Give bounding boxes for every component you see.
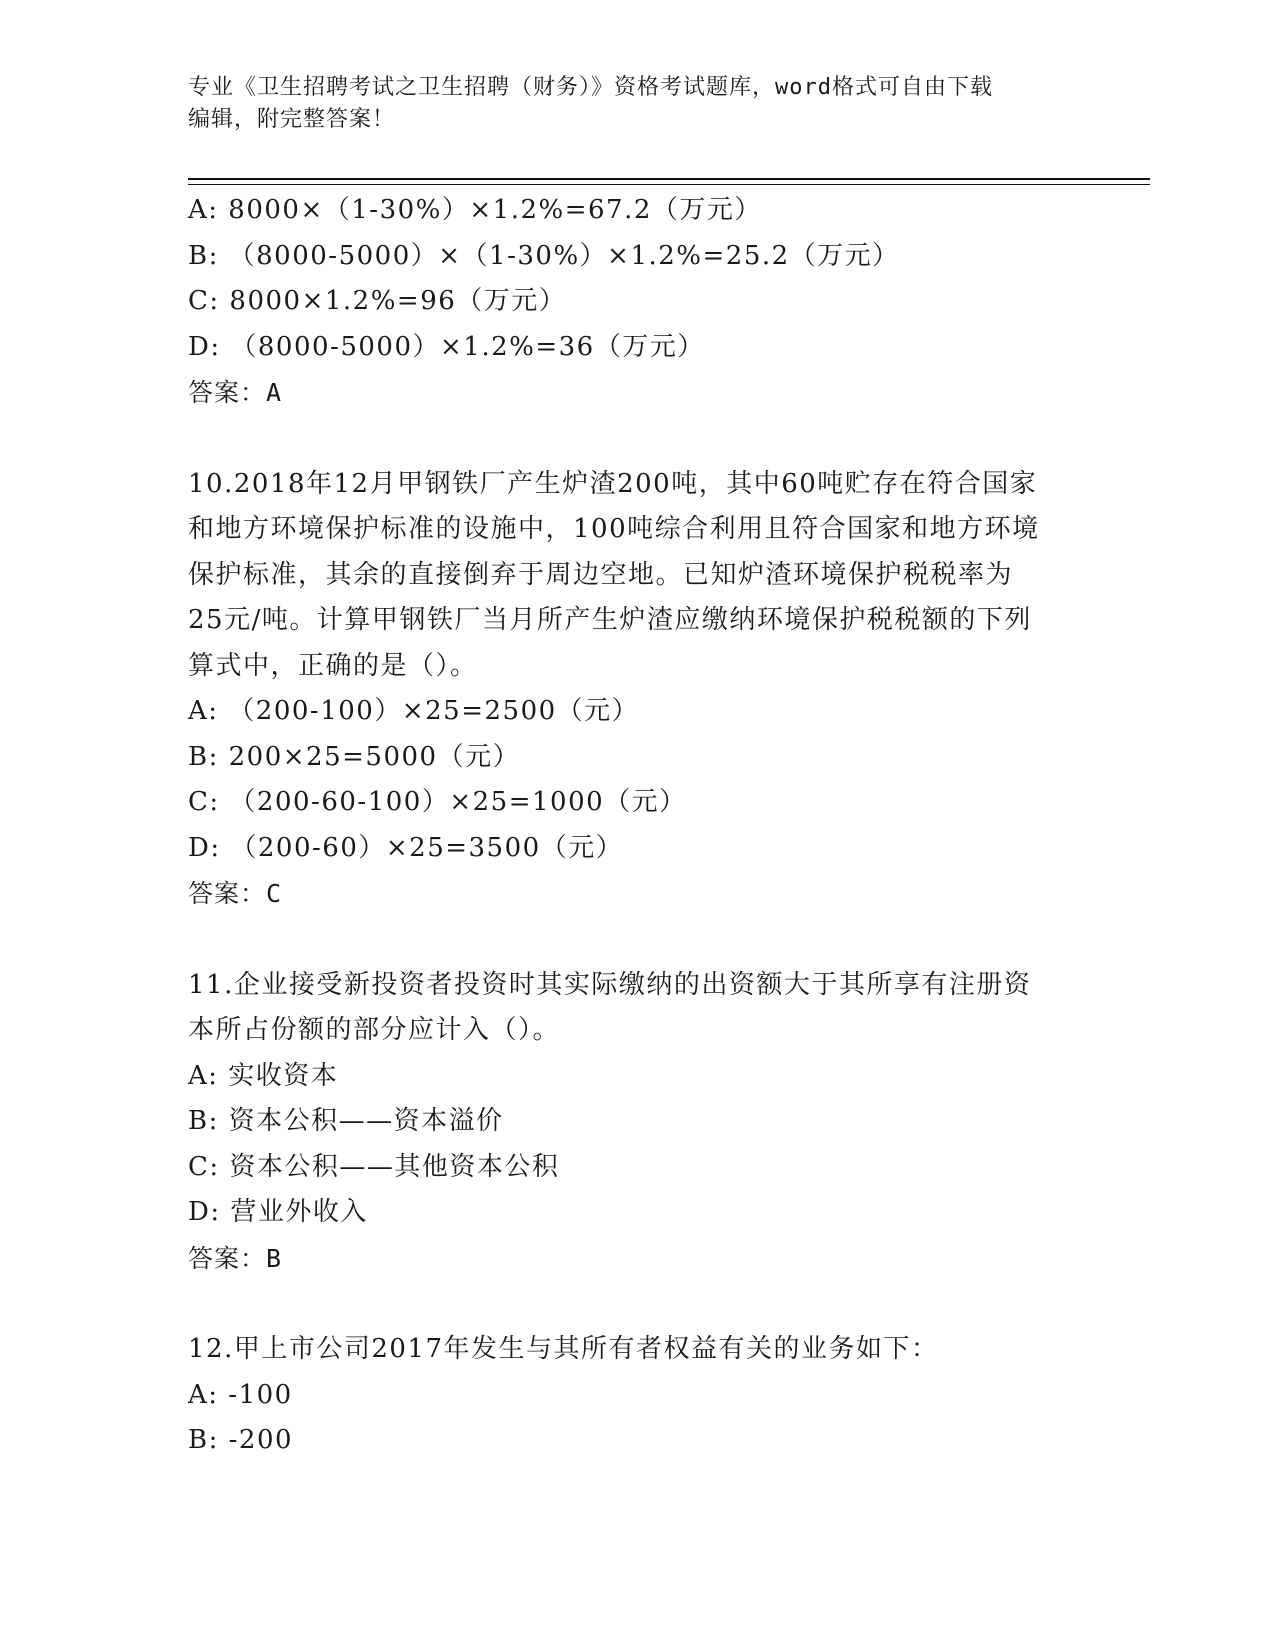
option-a: A: 8000×（1-30%）×1.2%=67.2（万元） — [188, 195, 762, 225]
question-stem-line: 算式中，正确的是（）。 — [188, 650, 478, 681]
question-stem-line: 本所占份额的部分应计入（）。 — [188, 1015, 561, 1045]
question-10 — [188, 462, 1088, 917]
header-rule-thick — [188, 178, 1150, 180]
option-b: B: 资本公积——资本溢价 — [188, 1106, 504, 1136]
option-b: B: -200 — [188, 1425, 294, 1455]
option-c: C: （200-60-100）×25=1000（元） — [188, 787, 687, 817]
question-stem-line: 和地方环境保护标准的设施中，100吨综合利用且符合国家和地方环境 — [188, 514, 1040, 544]
option-b: B: （8000-5000）×（1-30%）×1.2%=25.2（万元） — [188, 240, 900, 271]
answer-line — [188, 1236, 1088, 1282]
question-12 — [188, 1327, 1088, 1464]
header-line-1: 专业《卫生招聘考试之卫生招聘（财务）》资格考试题库，word格式可自由下载 — [188, 75, 993, 100]
question-11 — [188, 963, 1088, 1282]
header-line-2: 编辑，附完整答案！ — [188, 107, 396, 132]
option-d: D: （200-60）×25=3500（元） — [188, 832, 624, 863]
answer-label: 答案： — [188, 1243, 267, 1273]
option-c: C: 资本公积——其他资本公积 — [188, 1151, 560, 1182]
question-stem-line: 10.2018年12月甲钢铁厂产生炉渣200吨，其中60吨贮存在符合国家 — [188, 468, 1038, 499]
answer-label: 答案： — [188, 879, 267, 908]
answer-value: C — [266, 879, 283, 908]
question-stem-line: 12.甲上市公司2017年发生与其所有者权益有关的业务如下： — [188, 1334, 939, 1364]
question-9-tail — [188, 188, 1088, 416]
option-a: A: （200-100）×25=2500（元） — [188, 696, 640, 726]
question-stem-line: 11.企业接受新投资者投资时其实际缴纳的出资额大于其所享有注册资 — [188, 969, 1032, 1000]
option-a: A: 实收资本 — [188, 1060, 339, 1091]
answer-line — [188, 370, 1088, 416]
document-header — [188, 72, 1088, 136]
question-content — [188, 188, 1088, 1464]
option-c: C: 8000×1.2%=96（万元） — [188, 286, 567, 316]
option-a: A: -100 — [188, 1379, 293, 1410]
answer-value: B — [266, 1243, 283, 1273]
option-d: D: （8000-5000）×1.2%=36（万元） — [188, 331, 705, 362]
answer-line — [188, 871, 1088, 917]
header-rule-thin — [188, 184, 1150, 185]
option-d: D: 营业外收入 — [188, 1197, 368, 1227]
question-stem-line: 保护标准，其余的直接倒弃于周边空地。已知炉渣环境保护税税率为 — [188, 559, 1014, 590]
option-b: B: 200×25=5000（元） — [188, 741, 521, 772]
answer-value: A — [266, 378, 283, 407]
question-stem-line: 25元/吨。计算甲钢铁厂当月所产生炉渣应缴纳环境保护税税额的下列 — [188, 605, 1032, 635]
answer-label: 答案： — [188, 378, 267, 407]
